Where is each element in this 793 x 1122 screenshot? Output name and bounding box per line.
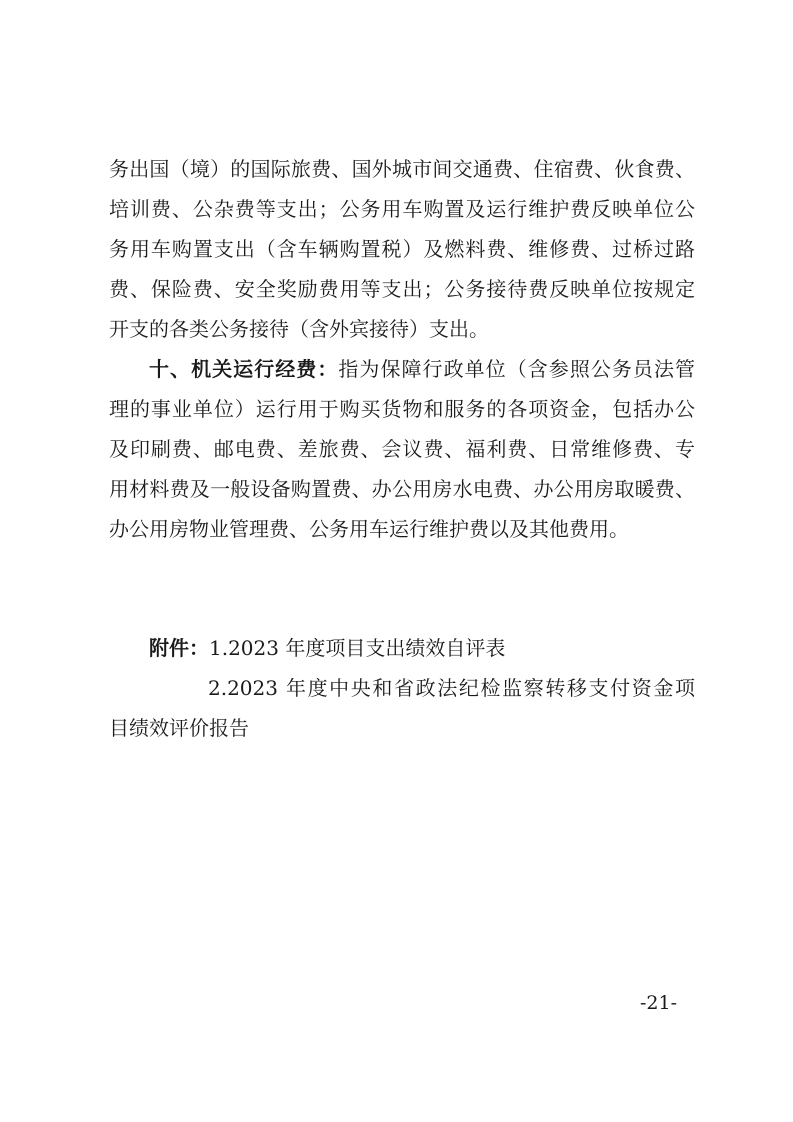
paragraph-line: 务出国（境）的国际旅费、国外城市间交通费、住宿费、伙食费、 <box>109 157 695 181</box>
attachment-item-2: 2.2023 年度中央和省政法纪检监察转移支付资金项 <box>208 676 695 700</box>
paragraph-line: 培训费、公杂费等支出；公务用车购置及运行维护费反映单位公 <box>109 197 695 221</box>
attachment-item-1 <box>149 634 695 662</box>
paragraph-line: 理的事业单位）运行用于购买货物和服务的各项资金，包括办公 <box>109 397 695 421</box>
attachment-text: 1.2023 年度项目支出绩效自评表 <box>209 636 506 660</box>
attachment-item-2-continued: 目绩效评价报告 <box>109 716 249 740</box>
paragraph-line: 及印刷费、邮电费、差旅费、会议费、福利费、日常维修费、专 <box>109 437 695 461</box>
section-heading: 十、机关运行经费： <box>149 357 339 381</box>
paragraph-line: 用材料费及一般设备购置费、办公用房水电费、办公用房取暖费、 <box>109 477 695 501</box>
paragraph-line: 办公用房物业管理费、公务用车运行维护费以及其他费用。 <box>109 517 629 541</box>
paragraph-line: 费、保险费、安全奖励费用等支出；公务接待费反映单位按规定 <box>109 277 695 301</box>
paragraph-line: 务用车购置支出（含车辆购置税）及燃料费、维修费、过桥过路 <box>109 237 695 261</box>
section-text: 指为保障行政单位（含参照公务员法管 <box>338 357 696 381</box>
paragraph-line: 开支的各类公务接待（含外宾接待）支出。 <box>109 317 489 341</box>
page-number: -21- <box>640 992 678 1014</box>
attachment-label: 附件： <box>149 636 209 660</box>
section-first-line <box>149 355 695 383</box>
